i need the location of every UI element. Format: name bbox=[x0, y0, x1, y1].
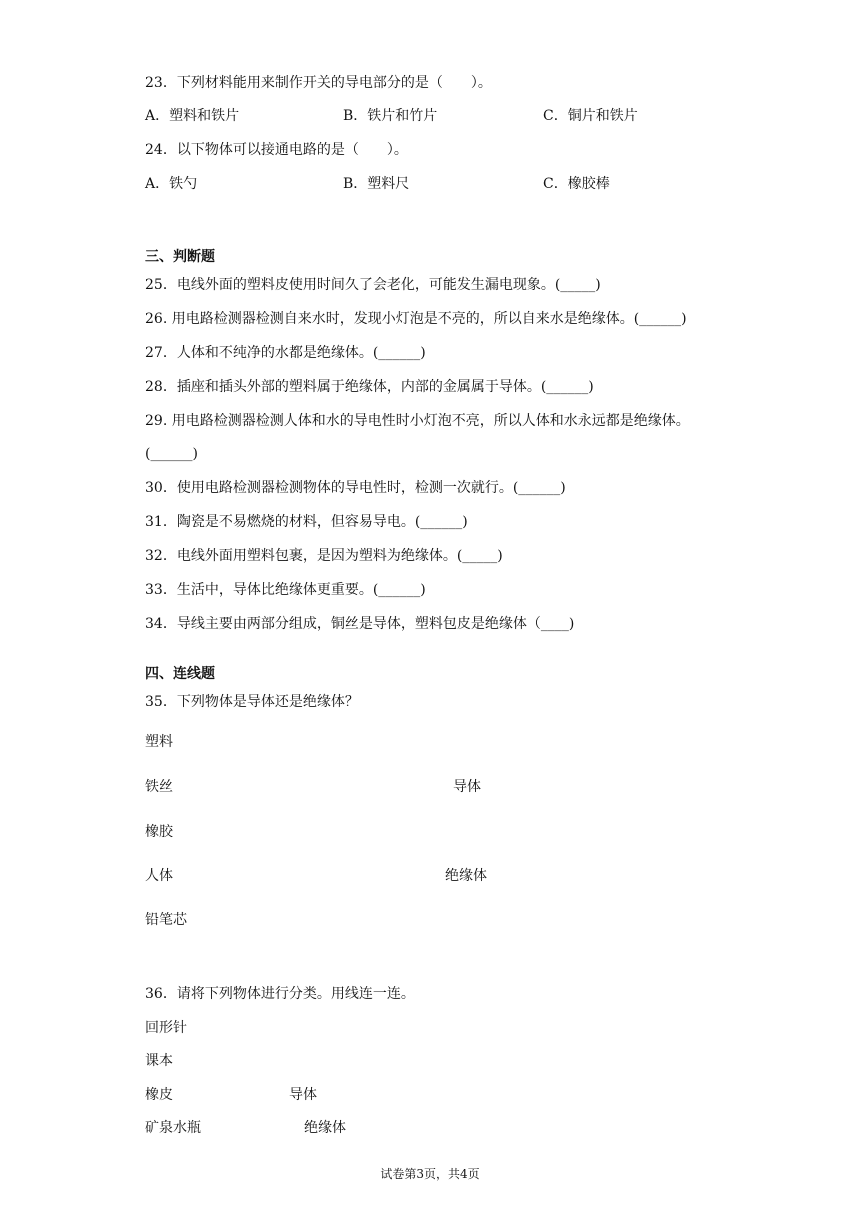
q35-left-item: 人体 bbox=[145, 868, 173, 884]
question-23-stem: 23．下列材料能用来制作开关的导电部分的是（ ）。 bbox=[145, 75, 492, 91]
page-footer: 试卷第3页，共4页 bbox=[380, 1167, 480, 1181]
q35-left-item: 塑料 bbox=[145, 734, 173, 750]
question-25: 25．电线外面的塑料皮使用时间久了会老化，可能发生漏电现象。(_____) bbox=[145, 277, 601, 293]
q36-left-item: 矿泉水瓶 bbox=[145, 1120, 201, 1136]
question-36-stem: 36．请将下列物体进行分类。用线连一连。 bbox=[145, 986, 415, 1002]
question-24-option-a: A．铁勺 bbox=[145, 176, 198, 192]
q35-right-item: 导体 bbox=[453, 779, 481, 795]
question-33: 33．生活中，导体比绝缘体更重要。(______) bbox=[145, 582, 426, 598]
question-31: 31．陶瓷是不易燃烧的材料，但容易导电。(______) bbox=[145, 514, 468, 530]
question-30: 30．使用电路检测器检测物体的导电性时，检测一次就行。(______) bbox=[145, 480, 566, 496]
question-35-stem: 35．下列物体是导体还是绝缘体？ bbox=[145, 694, 359, 710]
section-heading-match: 四、连线题 bbox=[145, 666, 215, 682]
question-23-option-a: A．塑料和铁片 bbox=[145, 108, 240, 124]
q35-left-item: 铁丝 bbox=[145, 779, 173, 795]
question-24-option-c: C．橡胶棒 bbox=[543, 176, 610, 192]
q36-left-item: 课本 bbox=[145, 1053, 173, 1069]
q35-left-item: 橡胶 bbox=[145, 824, 173, 840]
question-29: 29. 用电路检测器检测人体和水的导电性时小灯泡不亮，所以人体和水永远都是绝缘体。 bbox=[145, 413, 690, 429]
question-32: 32．电线外面用塑料包裹，是因为塑料为绝缘体。(_____) bbox=[145, 548, 503, 564]
q35-right-item: 绝缘体 bbox=[445, 868, 487, 884]
question-29-blank: (______) bbox=[145, 446, 198, 462]
q35-left-item: 铅笔芯 bbox=[145, 912, 187, 928]
question-24-option-b: B．塑料尺 bbox=[343, 176, 410, 192]
question-34: 34．导线主要由两部分组成，铜丝是导体，塑料包皮是绝缘体（____) bbox=[145, 616, 575, 632]
question-23-option-b: B．铁片和竹片 bbox=[343, 108, 438, 124]
q36-left-item: 橡皮 bbox=[145, 1087, 173, 1103]
q36-left-item: 回形针 bbox=[145, 1020, 187, 1036]
question-24-stem: 24．以下物体可以接通电路的是（ ）。 bbox=[145, 142, 408, 158]
question-27: 27．人体和不纯净的水都是绝缘体。(______) bbox=[145, 345, 426, 361]
q36-right-item: 绝缘体 bbox=[304, 1120, 346, 1136]
section-heading-judge: 三、判断题 bbox=[145, 249, 215, 265]
q36-right-item: 导体 bbox=[289, 1087, 317, 1103]
question-28: 28．插座和插头外部的塑料属于绝缘体，内部的金属属于导体。(______) bbox=[145, 379, 594, 395]
question-23-option-c: C．铜片和铁片 bbox=[543, 108, 638, 124]
question-26: 26. 用电路检测器检测自来水时，发现小灯泡是不亮的，所以自来水是绝缘体。(______) bbox=[145, 311, 687, 327]
